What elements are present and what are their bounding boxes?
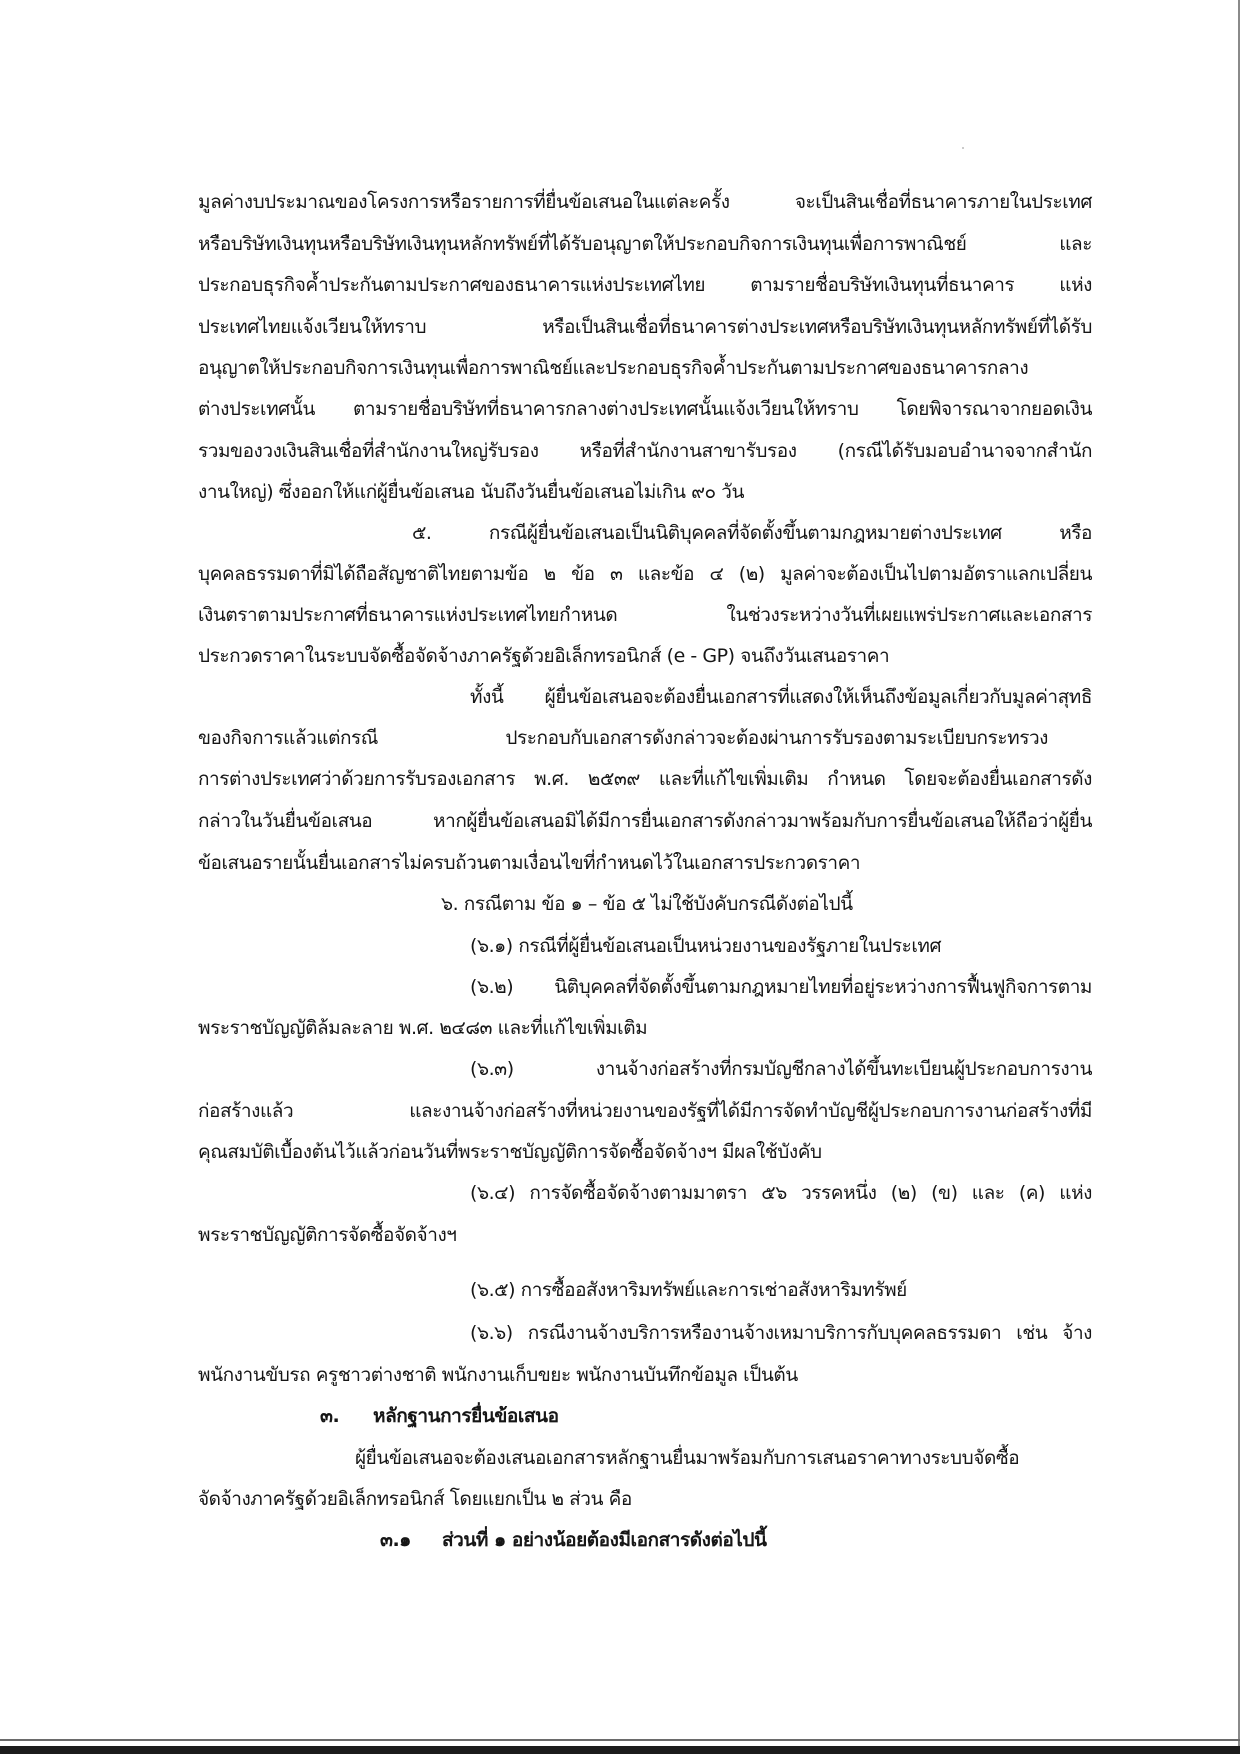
- body-line: กล่าวในวันยื่นข้อเสนอ หากผู้ยื่นข้อเสนอมิได้มีการยื่นเอกสารดังกล่าวมาพร้อมกับการยื่นข้อเสนอให้ถือว่าผู้ยื่น: [198, 810, 1092, 832]
- section-3-paragraph-line2: จัดจ้างภาครัฐด้วยอิเล็กทรอนิกส์ โดยแยกเป็น ๒ ส่วน คือ: [198, 1488, 632, 1510]
- section-3-1-title: ส่วนที่ ๑ อย่างน้อยต้องมีเอกสารดังต่อไปนี้: [442, 1529, 767, 1551]
- body-line: ประกวดราคาในระบบจัดซื้อจัดจ้างภาครัฐด้วยอิเล็กทรอนิกส์ (e - GP) จนถึงวันเสนอราคา: [198, 645, 890, 667]
- body-line: คุณสมบัติเบื้องต้นไว้แล้วก่อนวันที่พระราชบัญญัติการจัดซื้อจัดจ้างฯ มีผลใช้บังคับ: [198, 1141, 822, 1163]
- item-5-first-line: ๕. กรณีผู้ยื่นข้อเสนอเป็นนิติบุคคลที่จัดตั้งขึ้นตามกฎหมายต่างประเทศ หรือ: [412, 522, 1092, 544]
- body-line: พระราชบัญญัติล้มละลาย พ.ศ. ๒๔๘๓ และที่แก้ไขเพิ่มเติม: [198, 1017, 648, 1039]
- body-line: ของกิจการแล้วแต่กรณี ประกอบกับเอกสารดังกล่าวจะต้องผ่านการรับรองตามระเบียบกระทรวง: [198, 727, 1048, 749]
- item-6-heading: ๖. กรณีตาม ข้อ ๑ – ข้อ ๕ ไม่ใช้บังคับกรณีดังต่อไปนี้: [441, 893, 853, 915]
- section-3-paragraph-line1: ผู้ยื่นข้อเสนอจะต้องเสนอเอกสารหลักฐานยื่นมาพร้อมกับการเสนอราคาทางระบบจัดซื้อ: [355, 1447, 1020, 1469]
- scan-bottom-edge-line: [0, 1739, 1240, 1741]
- scan-bottom-edge: [0, 1746, 1240, 1754]
- section-3-1-number: ๓.๑: [380, 1529, 411, 1551]
- item-6-5: (๖.๕) การซื้ออสังหาริมทรัพย์และการเช่าอสังหาริมทรัพย์: [470, 1279, 907, 1301]
- body-line: มูลค่างบประมาณของโครงการหรือรายการที่ยื่นข้อเสนอในแต่ละครั้ง จะเป็นสินเชื่อที่ธนาคารภายในประเทศ: [198, 191, 1092, 213]
- item-6-1: (๖.๑) กรณีที่ผู้ยื่นข้อเสนอเป็นหน่วยงานของรัฐภายในประเทศ: [470, 935, 942, 957]
- item-6-2: (๖.๒) นิติบุคคลที่จัดตั้งขึ้นตามกฎหมายไทยที่อยู่ระหว่างการฟื้นฟูกิจการตาม: [470, 976, 1092, 998]
- body-line: ประกอบธุรกิจค้ำประกันตามประกาศของธนาคารแห่งประเทศไทย ตามรายชื่อบริษัทเงินทุนที่ธนาคาร แห่ง: [198, 274, 1092, 296]
- body-line: ก่อสร้างแล้ว และงานจ้างก่อสร้างที่หน่วยงานของรัฐที่ได้มีการจัดทำบัญชีผู้ประกอบการงานก่อสร้างที่มี: [198, 1100, 1092, 1122]
- body-line: การต่างประเทศว่าด้วยการรับรองเอกสาร พ.ศ. ๒๕๓๙ และที่แก้ไขเพิ่มเติม กำหนด โดยจะต้องยื่นเอกสารดัง: [198, 768, 1092, 790]
- body-line: พนักงานขับรถ ครูชาวต่างชาติ พนักงานเก็บขยะ พนักงานบันทึกข้อมูล เป็นต้น: [198, 1364, 798, 1386]
- item-6-3: (๖.๓) งานจ้างก่อสร้างที่กรมบัญชีกลางได้ขึ้นทะเบียนผู้ประกอบการงาน: [470, 1058, 1092, 1080]
- body-line: หรือบริษัทเงินทุนหรือบริษัทเงินทุนหลักทรัพย์ที่ได้รับอนุญาตให้ประกอบกิจการเงินทุนเพื่อการพาณิชย์ และ: [198, 233, 1092, 255]
- scan-speck: [962, 147, 964, 149]
- body-line: อนุญาตให้ประกอบกิจการเงินทุนเพื่อการพาณิชย์และประกอบธุรกิจค้ำประกันตามประกาศของธนาคารกลาง: [198, 357, 1029, 379]
- body-line: ข้อเสนอรายนั้นยื่นเอกสารไม่ครบถ้วนตามเงื่อนไขที่กำหนดไว้ในเอกสารประกวดราคา: [198, 852, 861, 874]
- body-line: รวมของวงเงินสินเชื่อที่สำนักงานใหญ่รับรอง หรือที่สำนักงานสาขารับรอง (กรณีได้รับมอบอำนาจจากสำนัก: [198, 440, 1092, 462]
- body-line: งานใหญ่) ซึ่งออกให้แก่ผู้ยื่นข้อเสนอ นับถึงวันยื่นข้อเสนอไม่เกิน ๙๐ วัน: [198, 481, 745, 503]
- body-line: บุคคลธรรมดาที่มิได้ถือสัญชาติไทยตามข้อ ๒ ข้อ ๓ และข้อ ๔ (๒) มูลค่าจะต้องเป็นไปตามอัตราแลกเปลี่ยน: [198, 563, 1092, 585]
- item-6-6: (๖.๖) กรณีงานจ้างบริการหรืองานจ้างเหมาบริการกับบุคคลธรรมดา เช่น จ้าง: [470, 1322, 1092, 1344]
- body-line: พระราชบัญญัติการจัดซื้อจัดจ้างฯ: [198, 1224, 457, 1246]
- section-3-title: หลักฐานการยื่นข้อเสนอ: [373, 1405, 559, 1427]
- note-first-line: ทั้งนี้ ผู้ยื่นข้อเสนอจะต้องยื่นเอกสารที่แสดงให้เห็นถึงข้อมูลเกี่ยวกับมูลค่าสุทธิ: [470, 686, 1092, 708]
- item-6-4: (๖.๔) การจัดซื้อจัดจ้างตามมาตรา ๕๖ วรรคหนึ่ง (๒) (ข) และ (ค) แห่ง: [470, 1182, 1092, 1204]
- section-3-number: ๓.: [320, 1405, 340, 1427]
- body-line: ประเทศไทยแจ้งเวียนให้ทราบ หรือเป็นสินเชื่อที่ธนาคารต่างประเทศหรือบริษัทเงินทุนหลักทรัพย์ที่ได้รับ: [198, 316, 1092, 338]
- body-line: ต่างประเทศนั้น ตามรายชื่อบริษัทที่ธนาคารกลางต่างประเทศนั้นแจ้งเวียนให้ทราบ โดยพิจารณาจากยอดเงิน: [198, 398, 1092, 420]
- body-line: เงินตราตามประกาศที่ธนาคารแห่งประเทศไทยกำหนด ในช่วงระหว่างวันที่เผยแพร่ประกาศและเอกสาร: [198, 604, 1092, 626]
